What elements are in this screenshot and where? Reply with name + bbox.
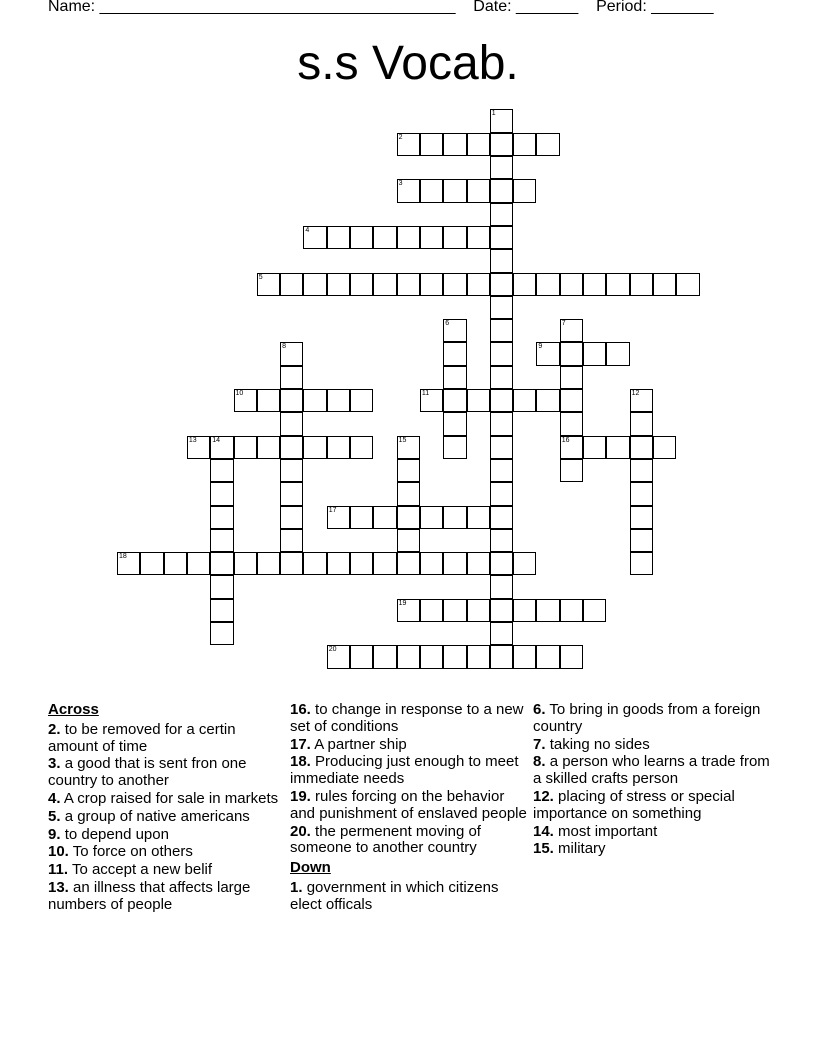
grid-cell[interactable]	[490, 482, 513, 505]
clue-text: government in which citizens elect officals	[290, 878, 499, 913]
grid-cell[interactable]	[536, 389, 559, 412]
grid-cell[interactable]	[257, 273, 280, 296]
grid-cell[interactable]	[140, 552, 163, 575]
grid-cell[interactable]	[303, 552, 326, 575]
clue-number-label: 4	[305, 226, 310, 234]
grid-cell[interactable]	[536, 342, 559, 365]
grid-cell[interactable]	[490, 575, 513, 598]
clue-number-label: 7	[561, 320, 566, 328]
grid-cell[interactable]	[397, 552, 420, 575]
grid-cell[interactable]	[560, 342, 583, 365]
grid-cell[interactable]	[490, 273, 513, 296]
across-heading: Across	[48, 701, 99, 718]
clue-text: to be removed for a certin amount of time	[48, 720, 236, 755]
clue-item	[290, 824, 530, 858]
clues-column-1	[48, 702, 288, 915]
grid-cell[interactable]	[280, 459, 303, 482]
period-label: Period:	[596, 0, 652, 15]
grid-cell[interactable]	[350, 552, 373, 575]
grid-cell[interactable]	[467, 552, 490, 575]
clue-number: 14.	[533, 822, 554, 840]
grid-cell[interactable]	[560, 645, 583, 668]
grid-cell[interactable]	[606, 273, 629, 296]
grid-cell[interactable]	[420, 599, 443, 622]
grid-cell[interactable]	[560, 366, 583, 389]
clue-number: 10.	[48, 843, 69, 861]
clue-item	[533, 841, 773, 858]
grid-cell[interactable]	[490, 459, 513, 482]
clue-number: 8.	[533, 753, 546, 771]
clue-number-label: 10	[235, 390, 244, 397]
clue-number: 6.	[533, 701, 546, 718]
grid-cell[interactable]	[560, 273, 583, 296]
grid-cell[interactable]	[490, 109, 513, 132]
clue-item	[48, 862, 288, 879]
grid-cell[interactable]	[490, 645, 513, 668]
grid-cell[interactable]	[210, 599, 233, 622]
grid-cell[interactable]	[490, 622, 513, 645]
grid-cell[interactable]	[303, 389, 326, 412]
clue-item	[533, 754, 773, 788]
clue-item	[290, 737, 530, 754]
grid-cell[interactable]	[513, 389, 536, 412]
clue-item	[290, 789, 530, 823]
page-title: s.s Vocab.	[297, 37, 519, 90]
clue-number-label: 20	[328, 646, 337, 654]
grid-cell[interactable]	[280, 342, 303, 365]
clue-item	[48, 827, 288, 844]
clue-text: Producing just enough to meet immediate needs	[290, 753, 519, 788]
grid-cell[interactable]	[443, 366, 466, 389]
grid-cell[interactable]	[443, 412, 466, 435]
grid-cell[interactable]	[513, 273, 536, 296]
clue-item	[48, 722, 288, 756]
clue-number-label: 13	[188, 436, 197, 444]
clue-number: 11.	[48, 861, 69, 879]
grid-cell[interactable]	[210, 552, 233, 575]
date-blank[interactable]: _______	[515, 0, 579, 15]
grid-cell[interactable]	[606, 342, 629, 365]
clue-text: a good that is sent fron one country to another	[48, 755, 247, 790]
grid-cell[interactable]	[373, 552, 396, 575]
grid-cell[interactable]	[350, 506, 373, 529]
clue-number-label: 11	[421, 390, 430, 397]
clue-text: placing of stress or special importance on something	[533, 787, 735, 822]
clue-text: military	[558, 840, 606, 858]
grid-cell[interactable]	[234, 552, 257, 575]
clue-number-label: 8	[282, 343, 286, 351]
clue-number-label: 2	[398, 133, 403, 141]
grid-cell[interactable]	[397, 133, 420, 156]
grid-cell[interactable]	[513, 133, 536, 156]
clue-item	[48, 756, 288, 790]
clue-item	[48, 809, 288, 826]
date-label: Date:	[473, 0, 516, 15]
clue-text: A crop raised for sale in markets	[63, 789, 279, 807]
grid-cell[interactable]	[443, 273, 466, 296]
grid-cell[interactable]	[467, 389, 490, 412]
grid-cell[interactable]	[630, 273, 653, 296]
grid-cell[interactable]	[373, 273, 396, 296]
clue-number: 16.	[290, 701, 311, 718]
clues-column-3	[533, 702, 773, 859]
grid-cell[interactable]	[630, 412, 653, 435]
name-label: Name:	[48, 0, 100, 15]
grid-cell[interactable]	[420, 226, 443, 249]
grid-cell[interactable]	[257, 436, 280, 459]
grid-cell[interactable]	[583, 436, 606, 459]
clue-number: 18.	[290, 753, 311, 771]
clue-text: To bring in goods from a foreign country	[533, 701, 761, 735]
grid-cell[interactable]	[420, 179, 443, 202]
grid-cell[interactable]	[490, 529, 513, 552]
grid-cell[interactable]	[350, 273, 373, 296]
grid-cell[interactable]	[630, 529, 653, 552]
clue-number: 20.	[290, 822, 311, 840]
grid-cell[interactable]	[653, 273, 676, 296]
grid-cell[interactable]	[303, 436, 326, 459]
grid-cell[interactable]	[490, 179, 513, 202]
grid-cell[interactable]	[210, 436, 233, 459]
grid-cell[interactable]	[397, 179, 420, 202]
grid-cell[interactable]	[280, 273, 303, 296]
clue-item	[533, 824, 773, 841]
grid-cell[interactable]	[536, 133, 559, 156]
grid-cell[interactable]	[536, 645, 559, 668]
clue-text: rules forcing on the behavior and punishment of enslaved people	[290, 787, 527, 822]
grid-cell[interactable]	[560, 412, 583, 435]
clue-text: A partner ship	[314, 735, 407, 753]
grid-cell[interactable]	[327, 389, 350, 412]
grid-cell[interactable]	[164, 552, 187, 575]
grid-cell[interactable]	[280, 436, 303, 459]
grid-cell[interactable]	[257, 552, 280, 575]
clue-item	[290, 754, 530, 788]
grid-cell[interactable]	[420, 645, 443, 668]
grid-cell[interactable]	[467, 645, 490, 668]
grid-cell[interactable]	[420, 552, 443, 575]
clue-text: the permenent moving of someone to another country	[290, 822, 481, 857]
grid-cell[interactable]	[490, 389, 513, 412]
clue-number: 5.	[48, 807, 61, 825]
grid-cell[interactable]	[490, 552, 513, 575]
grid-cell[interactable]	[490, 436, 513, 459]
grid-cell[interactable]	[397, 273, 420, 296]
grid-cell[interactable]	[350, 645, 373, 668]
grid-cell[interactable]	[560, 319, 583, 342]
grid-cell[interactable]	[257, 389, 280, 412]
grid-cell[interactable]	[443, 133, 466, 156]
grid-cell[interactable]	[630, 552, 653, 575]
clue-number: 17.	[290, 735, 311, 753]
grid-cell[interactable]	[630, 482, 653, 505]
grid-cell[interactable]	[513, 179, 536, 202]
grid-cell[interactable]	[490, 366, 513, 389]
grid-cell[interactable]	[467, 599, 490, 622]
clue-item	[48, 880, 288, 914]
grid-cell[interactable]	[467, 133, 490, 156]
grid-cell[interactable]	[443, 552, 466, 575]
clue-number-label: 1	[491, 110, 496, 118]
grid-cell[interactable]	[490, 506, 513, 529]
grid-cell[interactable]	[373, 506, 396, 529]
grid-cell[interactable]	[397, 599, 420, 622]
grid-cell[interactable]	[397, 226, 420, 249]
grid-cell[interactable]	[420, 506, 443, 529]
grid-cell[interactable]	[420, 273, 443, 296]
clue-number: 13.	[48, 878, 69, 896]
grid-cell[interactable]	[583, 599, 606, 622]
clues-column-2	[290, 702, 530, 915]
grid-cell[interactable]	[443, 645, 466, 668]
grid-cell[interactable]	[350, 226, 373, 249]
grid-cell[interactable]	[280, 366, 303, 389]
grid-cell[interactable]	[350, 436, 373, 459]
clue-text: most important	[558, 822, 658, 840]
clue-number: 12.	[533, 787, 554, 805]
grid-cell[interactable]	[210, 459, 233, 482]
grid-cell[interactable]	[490, 412, 513, 435]
grid-cell[interactable]	[630, 506, 653, 529]
clue-number: 2.	[48, 720, 61, 738]
down-heading: Down	[290, 859, 331, 877]
grid-cell[interactable]	[210, 482, 233, 505]
header-fields	[48, 0, 714, 16]
clue-number: 1.	[290, 878, 303, 896]
clue-number: 3.	[48, 755, 61, 773]
grid-cell[interactable]	[467, 226, 490, 249]
grid-cell[interactable]	[350, 389, 373, 412]
grid-cell[interactable]	[420, 133, 443, 156]
grid-cell[interactable]	[397, 459, 420, 482]
grid-cell[interactable]	[467, 273, 490, 296]
grid-cell[interactable]	[443, 179, 466, 202]
clue-number-label: 3	[398, 180, 403, 188]
grid-cell[interactable]	[420, 389, 443, 412]
grid-cell[interactable]	[467, 179, 490, 202]
grid-cell[interactable]	[560, 459, 583, 482]
grid-cell[interactable]	[676, 273, 699, 296]
clue-number-label: 5	[258, 273, 263, 281]
grid-cell[interactable]	[560, 599, 583, 622]
grid-cell[interactable]	[373, 645, 396, 668]
clue-item	[290, 880, 530, 914]
grid-cell[interactable]	[560, 436, 583, 459]
grid-cell[interactable]	[536, 273, 559, 296]
grid-cell[interactable]	[117, 552, 140, 575]
grid-cell[interactable]	[443, 599, 466, 622]
grid-cell[interactable]	[583, 273, 606, 296]
clue-text: a group of native americans	[64, 807, 250, 825]
clue-text: taking no sides	[549, 735, 650, 753]
grid-cell[interactable]	[397, 482, 420, 505]
clue-item	[533, 789, 773, 823]
grid-cell[interactable]	[303, 273, 326, 296]
grid-cell[interactable]	[630, 436, 653, 459]
clue-text: to change in response to a new set of conditions	[290, 701, 524, 735]
grid-cell[interactable]	[490, 319, 513, 342]
grid-cell[interactable]	[443, 342, 466, 365]
grid-cell[interactable]	[606, 436, 629, 459]
grid-cell[interactable]	[653, 436, 676, 459]
grid-cell[interactable]	[467, 506, 490, 529]
grid-cell[interactable]	[513, 552, 536, 575]
grid-cell[interactable]	[210, 529, 233, 552]
grid-cell[interactable]	[397, 645, 420, 668]
period-blank[interactable]: _______	[651, 0, 714, 15]
grid-cell[interactable]	[443, 436, 466, 459]
clue-number-label: 16	[561, 436, 570, 444]
clue-number-label: 18	[119, 553, 127, 561]
clue-number: 19.	[290, 787, 311, 805]
grid-cell[interactable]	[234, 436, 257, 459]
grid-cell[interactable]	[280, 506, 303, 529]
clue-text: To accept a new belif	[71, 861, 213, 879]
clue-number-label: 14	[212, 436, 220, 444]
clue-number: 7.	[533, 735, 546, 753]
grid-cell[interactable]	[536, 599, 559, 622]
clue-number-label: 9	[538, 343, 543, 351]
clue-number: 9.	[48, 825, 61, 843]
grid-cell[interactable]	[630, 459, 653, 482]
grid-cell[interactable]	[327, 436, 350, 459]
clue-text: To force on others	[72, 843, 193, 861]
clue-text: to depend upon	[64, 825, 169, 843]
grid-cell[interactable]	[397, 506, 420, 529]
grid-cell[interactable]	[443, 226, 466, 249]
clue-number-label: 12	[631, 390, 640, 397]
grid-cell[interactable]	[187, 436, 210, 459]
grid-cell[interactable]	[490, 342, 513, 365]
grid-cell[interactable]	[490, 249, 513, 272]
grid-cell[interactable]	[327, 506, 350, 529]
grid-cell[interactable]	[490, 203, 513, 226]
clue-item	[290, 702, 530, 736]
grid-cell[interactable]	[327, 645, 350, 668]
grid-cell[interactable]	[280, 552, 303, 575]
grid-cell[interactable]	[490, 226, 513, 249]
grid-cell[interactable]	[373, 226, 396, 249]
grid-cell[interactable]	[630, 389, 653, 412]
clue-number-label: 15	[398, 436, 407, 444]
grid-cell[interactable]	[513, 599, 536, 622]
grid-cell[interactable]	[303, 226, 326, 249]
grid-cell[interactable]	[327, 273, 350, 296]
clue-number-label: 6	[445, 320, 450, 328]
clue-item	[48, 844, 288, 861]
grid-cell[interactable]	[583, 342, 606, 365]
grid-cell[interactable]	[513, 645, 536, 668]
grid-cell[interactable]	[280, 482, 303, 505]
grid-cell[interactable]	[280, 529, 303, 552]
grid-cell[interactable]	[490, 156, 513, 179]
clue-text: an illness that affects large numbers of people	[48, 878, 251, 913]
grid-cell[interactable]	[490, 296, 513, 319]
grid-cell[interactable]	[490, 599, 513, 622]
grid-cell[interactable]	[210, 575, 233, 598]
grid-cell[interactable]	[443, 389, 466, 412]
grid-cell[interactable]	[443, 319, 466, 342]
grid-cell[interactable]	[490, 133, 513, 156]
grid-cell[interactable]	[443, 506, 466, 529]
clue-number-label: 17	[328, 506, 337, 514]
grid-cell[interactable]	[210, 506, 233, 529]
clue-number-label: 19	[398, 599, 407, 607]
clue-item	[48, 791, 288, 808]
grid-cell[interactable]	[187, 552, 210, 575]
clue-item	[533, 702, 773, 736]
grid-cell[interactable]	[327, 226, 350, 249]
grid-cell[interactable]	[397, 529, 420, 552]
grid-cell[interactable]	[560, 389, 583, 412]
grid-cell[interactable]	[234, 389, 257, 412]
grid-cell[interactable]	[210, 622, 233, 645]
name-blank[interactable]: ________________________________________	[99, 0, 456, 15]
clue-item	[533, 737, 773, 754]
clue-number: 4.	[48, 789, 61, 807]
clue-number: 15.	[533, 840, 554, 858]
grid-cell[interactable]	[327, 552, 350, 575]
grid-cell[interactable]	[280, 389, 303, 412]
clue-text: a person who learns a trade from a skilled crafts person	[533, 753, 770, 788]
grid-cell[interactable]	[397, 436, 420, 459]
grid-cell[interactable]	[280, 412, 303, 435]
